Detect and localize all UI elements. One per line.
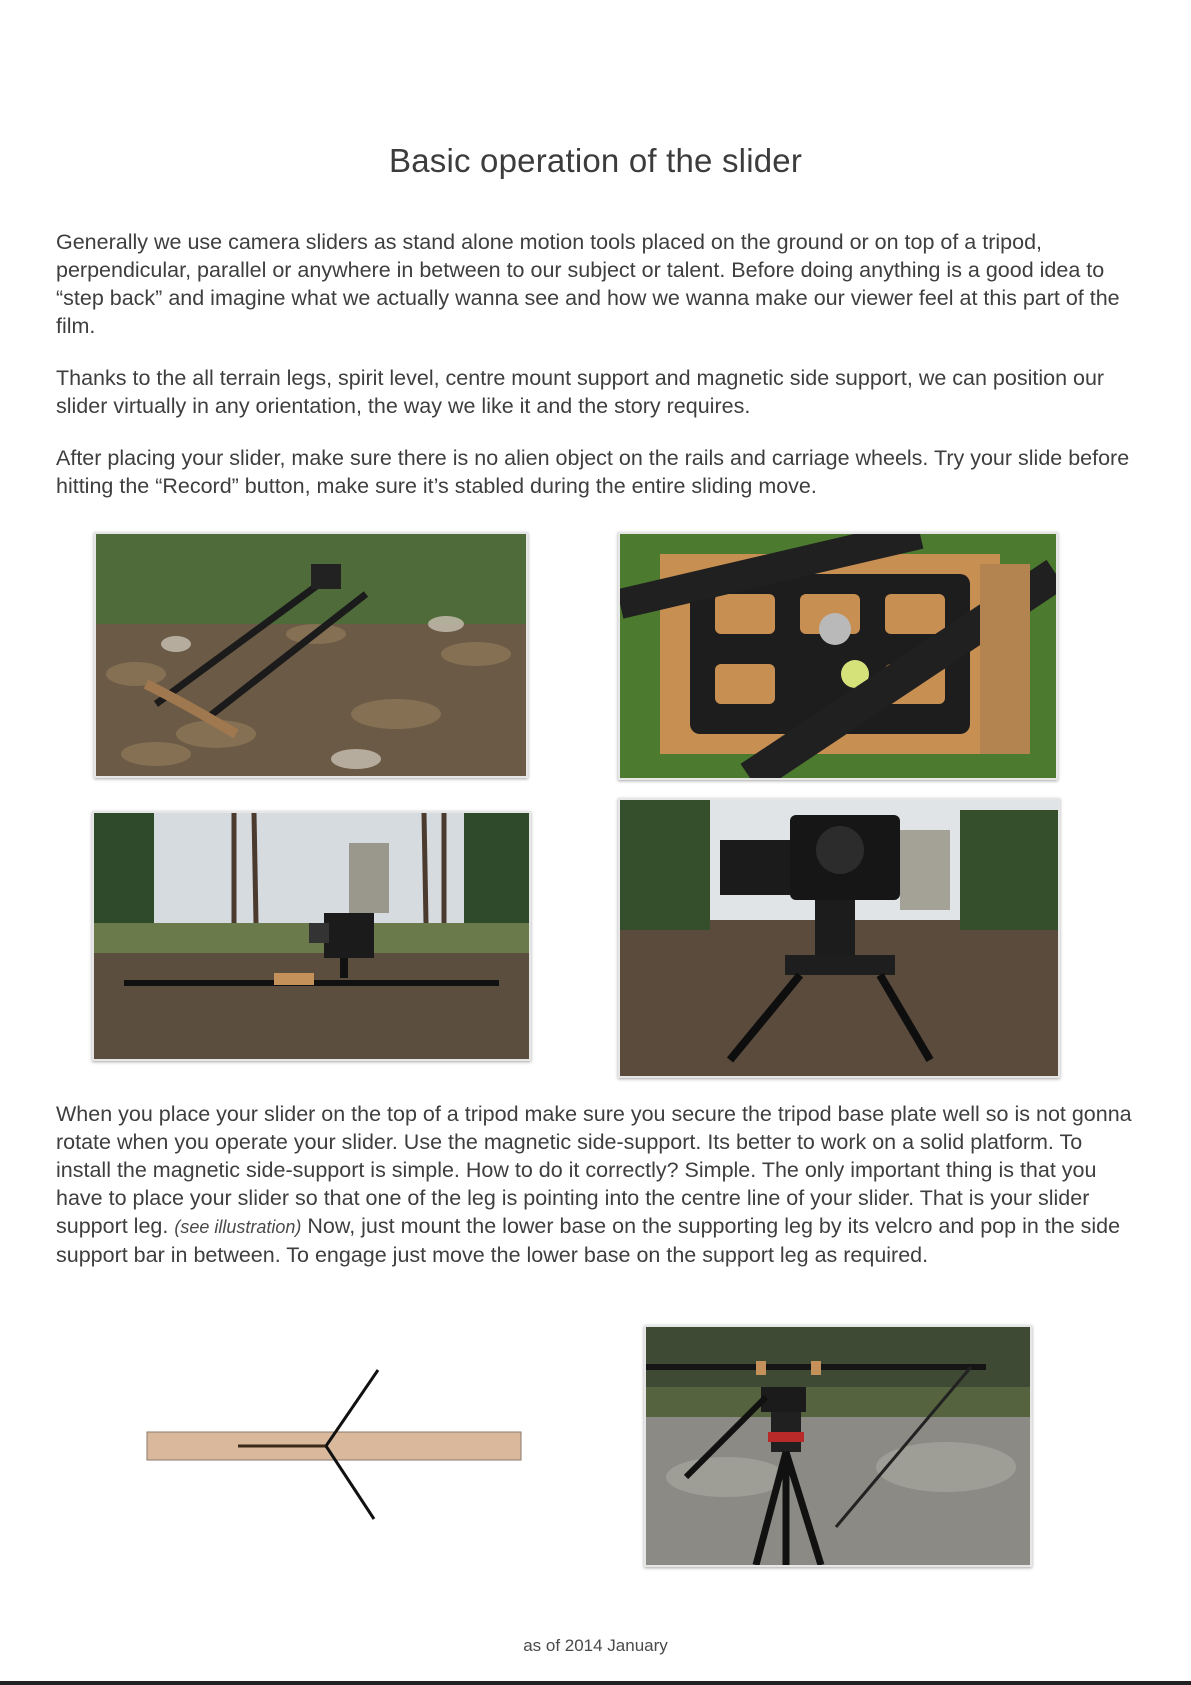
photo-slider-on-tripod bbox=[644, 1325, 1032, 1567]
photo-spirit-level-closeup bbox=[618, 532, 1058, 780]
see-illustration-note: (see illustration) bbox=[174, 1217, 302, 1237]
photo-camera-on-legs bbox=[618, 798, 1060, 1078]
intro-paragraph: Generally we use camera sliders as stand alone motion tools placed on the ground or on top of a tripod, perpendicular, parallel or anywhere in between to our subject or talent. Before doing anything is a good idea to “step back” and imagine what we actually wanna see and how we wanna make our viewer feel at this part of the film. bbox=[56, 230, 1120, 338]
placement-paragraph: After placing your slider, make sure there is no alien object on the rails and carriage wheels. Try your slide before hitting the “Record” button, make sure it’s stabled during the entire sliding move. bbox=[56, 446, 1130, 498]
photo-slider-on-path bbox=[92, 811, 531, 1061]
features-paragraph: Thanks to the all terrain legs, spirit level, centre mount support and magnetic side support, we can position our slider virtually in any orientation, the way we like it and the story requires. bbox=[56, 366, 1105, 418]
photo-slider-on-leaves bbox=[94, 532, 528, 778]
page-title: Basic operation of the slider bbox=[388, 142, 803, 179]
tripod-paragraph bbox=[56, 1100, 1132, 1269]
support-leg-illustration bbox=[140, 1365, 530, 1525]
tripod-text-after: Now, just mount the lower base on the supporting leg by its velcro and pop in the side support bar in between. To engage just move the lower base on the support leg as required. bbox=[56, 1214, 1121, 1267]
footer-date: as of 2014 January bbox=[523, 1636, 668, 1655]
tripod-text-before: When you place your slider on the top of a tripod make sure you secure the tripod base plate well so is not gonna rotate when you operate your slider. Use the magnetic side-support. Its better to work on a solid platform. To install the magnetic side-support is simple. How to do it correctly? Simple. The only important thing is that you have to place your slider so that one of the leg is pointing into the centre line of your slider. That is your slider support leg. bbox=[56, 1102, 1132, 1238]
bottom-rule bbox=[0, 1681, 1191, 1685]
